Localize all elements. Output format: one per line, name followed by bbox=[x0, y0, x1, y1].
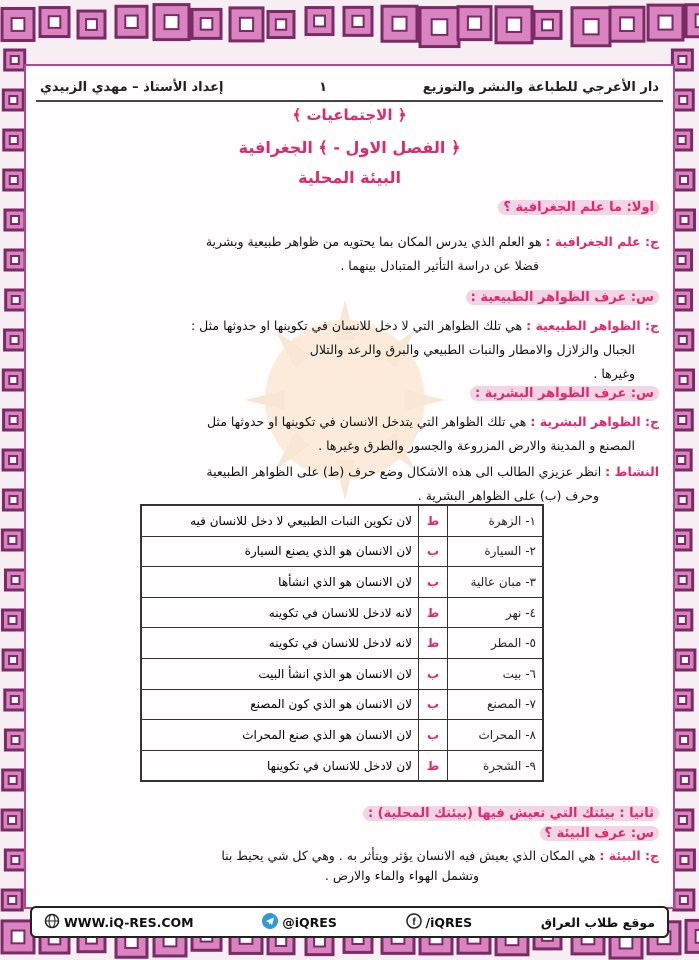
item-name: ٤- نهر bbox=[448, 597, 544, 628]
lesson-title: البيئة المحلية bbox=[298, 168, 401, 187]
telegram-link[interactable]: @iQRES bbox=[262, 913, 337, 932]
activity-instructions: النشاط : انظر عزيزي الطالب الى هذه الاشكال وضع حرف (ط) على الظواهر الطبيعية وحرف (ب) على الظواهر البشرية . bbox=[206, 464, 659, 503]
item-reason: لانه لادخل للانسان في تكوينه bbox=[141, 628, 419, 659]
item-reason: لان الانسان هو الذي صنع المحراث bbox=[141, 720, 419, 751]
item-name: ٦- بيت bbox=[448, 658, 544, 689]
item-letter: ب bbox=[419, 567, 448, 598]
item-reason: لان الانسان هو الذي انشأها bbox=[141, 567, 419, 598]
page-number: ١ bbox=[319, 79, 328, 95]
item-name: ٥- المطر bbox=[448, 628, 544, 659]
answer-1: ج: علم الجغرافية : هو العلم الذي يدرس المكان بما يحتويه من ظواهر طبيعية وبشرية فضلا عن دراسة التأثير المتبادل بينهما . bbox=[205, 234, 659, 273]
item-name: ٧- المصنع bbox=[448, 689, 544, 720]
item-letter: ط bbox=[419, 750, 448, 781]
item-name: ٩- الشجرة bbox=[448, 750, 544, 781]
website-link[interactable]: WWW.iQ-RES.COM bbox=[44, 913, 194, 932]
header-divider bbox=[36, 100, 663, 102]
site-name: موقع طلاب العراق bbox=[540, 914, 655, 930]
item-name: ٣- مبان عالية bbox=[448, 567, 544, 598]
item-letter: ب bbox=[419, 658, 448, 689]
item-reason: لان الانسان هو الذي كون المصنع bbox=[141, 689, 419, 720]
item-name: ٨- المحراث bbox=[448, 720, 544, 751]
author-credit: إعداد الأستاذ – مهدي الزبيدي bbox=[40, 79, 224, 95]
publisher-name: دار الأعرجي للطباعة والنشر والتوزيع bbox=[422, 79, 659, 95]
question-1: اولا: ما علم الجغرافية ؟ bbox=[498, 200, 659, 215]
item-letter: ب bbox=[419, 720, 448, 751]
item-letter: ب bbox=[419, 536, 448, 567]
svg-text:f: f bbox=[411, 916, 416, 928]
table-row bbox=[141, 567, 543, 598]
item-reason: لان لادخل للانسان في تكوينها bbox=[141, 750, 419, 781]
activity-table bbox=[140, 504, 544, 782]
footer-bar bbox=[30, 906, 669, 938]
table-row bbox=[141, 658, 543, 689]
item-reason: لان تكوين النبات الطبيعي لا دخل للانسان فيه bbox=[141, 505, 419, 536]
chapter-title: الفصل الاول - ﴾ الجغرافية ﴿ bbox=[238, 138, 461, 157]
question-3: س: عرف الظواهر البشرية : bbox=[470, 386, 659, 401]
globe-icon bbox=[44, 913, 60, 932]
facebook-link[interactable]: f /iQRES bbox=[406, 913, 473, 932]
answer-3: ج: الظواهر البشرية : هي تلك الظواهر التي يتدخل الانسان في تكوينها او حدوثها مثل المصنع و المدينة والارض المزروعة والجسور والطرق وغيرها . bbox=[206, 414, 659, 453]
item-reason: لان الانسان هو الذي انشأ البيت bbox=[141, 658, 419, 689]
part2-title: ثانيا : بيئتك التي تعيش فيها (بيئتك المحلية) : bbox=[363, 806, 659, 821]
question-2: س: عرف الظواهر الطبيعية : bbox=[466, 290, 659, 305]
table-row bbox=[141, 597, 543, 628]
facebook-icon bbox=[406, 913, 422, 932]
table-row bbox=[141, 750, 543, 781]
subject-title: ﴾ الاجتماعيات ﴿ bbox=[292, 106, 407, 124]
answer-environment: ج: البيئة : هي المكان الذي يعيش فيه الانسان يؤثر ويتأثر به . وهي كل شي يحيط بنا وتشمل الهواء والماء والارض . bbox=[221, 848, 659, 883]
question-environment: س: عرف البيئة ؟ bbox=[540, 826, 659, 841]
table-row bbox=[141, 720, 543, 751]
item-letter: ب bbox=[419, 689, 448, 720]
item-name: ٢- السيارة bbox=[448, 536, 544, 567]
item-letter: ط bbox=[419, 597, 448, 628]
item-reason: لان الانسان هو الذي يصنع السيارة bbox=[141, 536, 419, 567]
answer-2: ج: الظواهر الطبيعية : هي تلك الظواهر التي لا دخل للانسان في تكوينها او حدوثها مثل : الجبال والزلازل والامطار والنبات الطبيعي والبرق والرعد والتلال وغيرها . bbox=[191, 318, 659, 381]
item-letter: ط bbox=[419, 505, 448, 536]
table-row bbox=[141, 505, 543, 536]
telegram-icon bbox=[262, 913, 278, 932]
table-row bbox=[141, 628, 543, 659]
item-name: ١- الزهرة bbox=[448, 505, 544, 536]
table-row bbox=[141, 536, 543, 567]
item-reason: لانه لادخل للانسان في تكوينه bbox=[141, 597, 419, 628]
table-row bbox=[141, 689, 543, 720]
page-header bbox=[40, 76, 659, 98]
item-letter: ط bbox=[419, 628, 448, 659]
